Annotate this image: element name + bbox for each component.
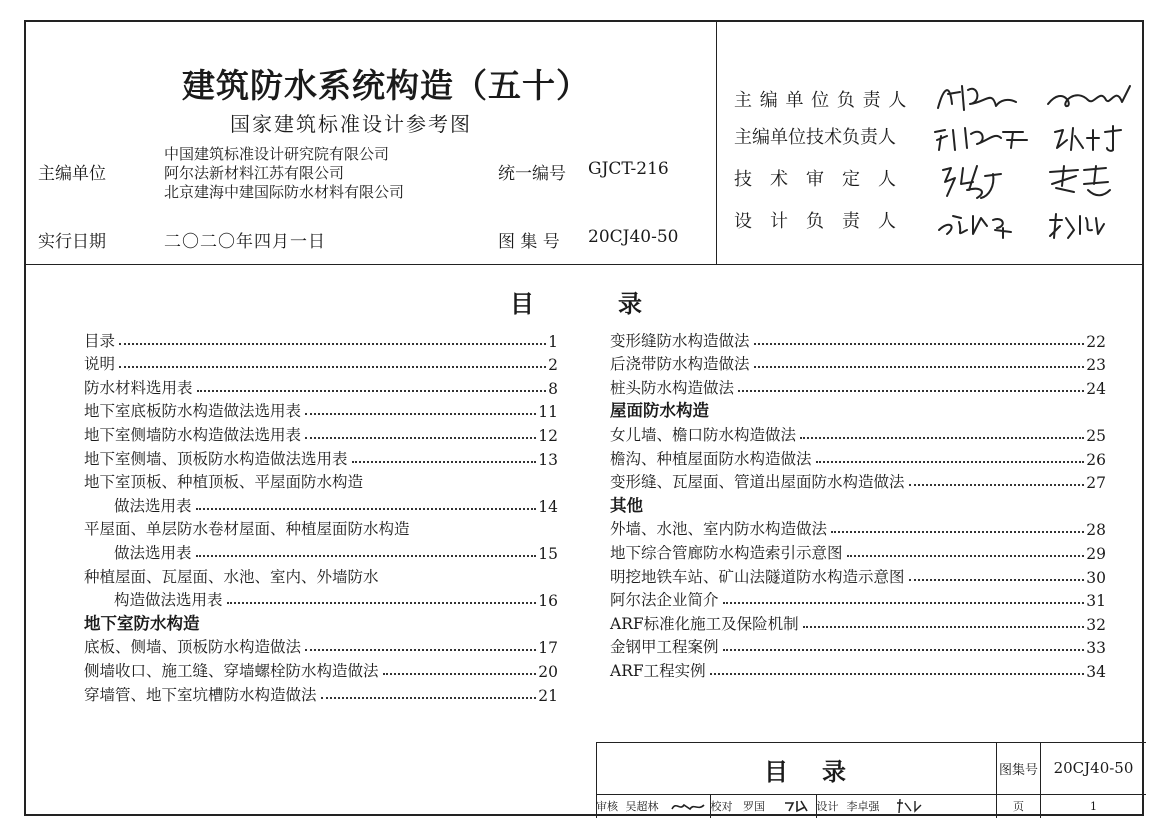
toc-entry[interactable]: 地下室侧墙、顶板防水构造做法选用表 13 — [84, 449, 558, 469]
atlas-no-cell-value: 20CJ40-50 — [1040, 742, 1146, 794]
toc-entry-line[interactable]: 平屋面、单层防水卷材屋面、种植屋面防水构造 — [84, 520, 410, 539]
design-label: 设计 — [816, 794, 838, 818]
leader-dots — [847, 555, 1085, 557]
unified-no-label: 统一编号 — [498, 164, 566, 184]
title-block-title-right: 录 — [822, 758, 846, 786]
leader-dots — [800, 437, 1084, 439]
signature-2a — [931, 122, 1031, 154]
design-signature — [893, 797, 923, 815]
review-signature — [668, 797, 708, 815]
leader-dots — [305, 649, 536, 651]
toc-entry[interactable]: 地下室侧墙防水构造做法选用表 12 — [84, 425, 558, 445]
leader-dots — [803, 626, 1085, 628]
leader-dots — [196, 508, 537, 510]
toc-entry[interactable]: 说明 2 — [84, 355, 558, 375]
leader-dots — [754, 343, 1085, 345]
toc-entry[interactable]: 金钢甲工程案例 33 — [610, 638, 1106, 658]
toc-entry[interactable]: 做法选用表 14 — [114, 496, 558, 516]
page-value: 1 — [1040, 794, 1146, 818]
drawing-frame — [24, 20, 1144, 816]
atlas-no-value: 20CJ40-50 — [588, 227, 679, 247]
signature-1a — [934, 80, 1020, 116]
leader-dots — [909, 579, 1085, 581]
signature-3a — [937, 162, 1007, 202]
leader-dots — [321, 697, 537, 699]
editor-unit-1: 中国建筑标准设计研究院有限公司 — [164, 145, 390, 163]
toc-entry-line[interactable]: 种植屋面、瓦屋面、水池、室内、外墙防水 — [84, 567, 379, 586]
editor-unit-2: 阿尔法新材料江苏有限公司 — [164, 164, 345, 182]
atlas-title: 建筑防水系统构造（五十） — [182, 66, 590, 105]
leader-dots — [305, 437, 536, 439]
leader-dots — [738, 390, 1084, 392]
signature-4a — [933, 208, 1013, 242]
check-signature-cell — [776, 794, 816, 818]
toc-entry-line[interactable]: 地下室顶板、种植顶板、平屋面防水构造 — [84, 473, 364, 492]
resp-role-4: 设 计 负 责 人 — [734, 211, 896, 232]
atlas-subtitle: 国家建筑标准设计参考图 — [230, 112, 472, 136]
unified-no-value: GJCT-216 — [588, 159, 669, 179]
page-label: 页 — [996, 794, 1040, 818]
resp-role-3: 技 术 审 定 人 — [734, 169, 896, 190]
toc-entry[interactable]: 桩头防水构造做法 24 — [610, 378, 1106, 398]
title-block-title-left: 目 — [764, 758, 788, 786]
toc-entry[interactable]: 阿尔法企业简介 31 — [610, 591, 1106, 611]
atlas-no-label: 图 集 号 — [498, 232, 560, 252]
toc-entry[interactable]: 防水材料选用表 8 — [84, 378, 558, 398]
toc-section-heading: 地下室防水构造 — [84, 613, 200, 633]
header-vertical-divider — [716, 22, 717, 264]
toc-entry[interactable]: 后浇带防水构造做法 23 — [610, 355, 1106, 375]
toc-entry[interactable]: ARF标准化施工及保险机制 32 — [610, 614, 1106, 634]
leader-dots — [754, 366, 1085, 368]
review-signature-cell — [666, 794, 710, 818]
toc-entry[interactable]: 目录 1 — [84, 331, 558, 351]
resp-role-1: 主 编 单 位 负 责 人 — [734, 90, 908, 111]
check-name: 罗国 — [743, 800, 765, 813]
leader-dots — [227, 602, 537, 604]
toc-entry[interactable]: 檐沟、种植屋面防水构造做法 26 — [610, 449, 1106, 469]
review-label: 审核 — [596, 800, 618, 813]
date-value: 二〇二〇年四月一日 — [164, 232, 326, 252]
leader-dots — [723, 649, 1085, 651]
leader-dots — [831, 531, 1084, 533]
leader-dots — [305, 413, 536, 415]
check-label: 校对 — [710, 794, 732, 818]
signature-2b — [1049, 122, 1129, 154]
resp-role-2: 主编单位技术负责人 — [734, 127, 896, 148]
toc-entry[interactable]: 女儿墙、檐口防水构造做法 25 — [610, 425, 1106, 445]
editor-unit-list — [164, 145, 404, 202]
leader-dots — [383, 673, 537, 675]
toc-entry[interactable]: ARF工程实例 34 — [610, 661, 1106, 681]
signature-4b — [1044, 210, 1108, 240]
editor-unit-label: 主编单位 — [38, 164, 106, 184]
leader-dots — [119, 366, 546, 368]
editor-unit-3: 北京建海中建国际防水材料有限公司 — [164, 183, 405, 201]
leader-dots — [119, 343, 546, 345]
toc-section-heading: 其他 — [610, 495, 643, 515]
atlas-no-cell-label: 图集号 — [996, 742, 1040, 794]
toc-section-heading: 屋面防水构造 — [610, 401, 709, 421]
toc-entry[interactable]: 外墙、水池、室内防水构造做法 28 — [610, 520, 1106, 540]
toc-left-column — [84, 327, 558, 705]
toc-title-right: 录 — [618, 290, 642, 318]
leader-dots — [816, 461, 1085, 463]
toc-title-left: 目 — [510, 290, 534, 318]
toc-entry[interactable]: 穿墙管、地下室坑槽防水构造做法 21 — [84, 685, 558, 705]
toc-entry[interactable]: 变形缝、瓦屋面、管道出屋面防水构造做法 27 — [610, 473, 1106, 493]
design-signature-cell — [888, 794, 928, 818]
leader-dots — [710, 673, 1085, 675]
toc-entry[interactable]: 地下综合管廊防水构造索引示意图 29 — [610, 543, 1106, 563]
leader-dots — [723, 602, 1085, 604]
toc-entry[interactable]: 构造做法选用表 16 — [114, 591, 558, 611]
check-signature — [781, 797, 811, 815]
review-name: 吴超林 — [625, 800, 659, 813]
leader-dots — [196, 555, 537, 557]
toc-entry[interactable]: 明挖地铁车站、矿山法隧道防水构造示意图 30 — [610, 567, 1106, 587]
toc-entry[interactable]: 变形缝防水构造做法 22 — [610, 331, 1106, 351]
leader-dots — [197, 390, 547, 392]
toc-entry[interactable]: 底板、侧墙、顶板防水构造做法 17 — [84, 638, 558, 658]
toc-entry[interactable]: 地下室底板防水构造做法选用表 11 — [84, 402, 558, 422]
leader-dots — [352, 461, 537, 463]
header-divider — [26, 264, 1142, 265]
signature-3b — [1044, 162, 1114, 202]
title-block — [596, 742, 1146, 818]
toc-entry[interactable]: 侧墙收口、施工缝、穿墙螺栓防水构造做法 20 — [84, 661, 558, 681]
toc-entry[interactable]: 做法选用表 15 — [114, 543, 558, 563]
design-name: 李卓强 — [846, 800, 880, 813]
toc-right-column — [610, 327, 1106, 681]
signature-1b — [1044, 78, 1134, 114]
leader-dots — [909, 484, 1085, 486]
date-label: 实行日期 — [38, 232, 106, 252]
